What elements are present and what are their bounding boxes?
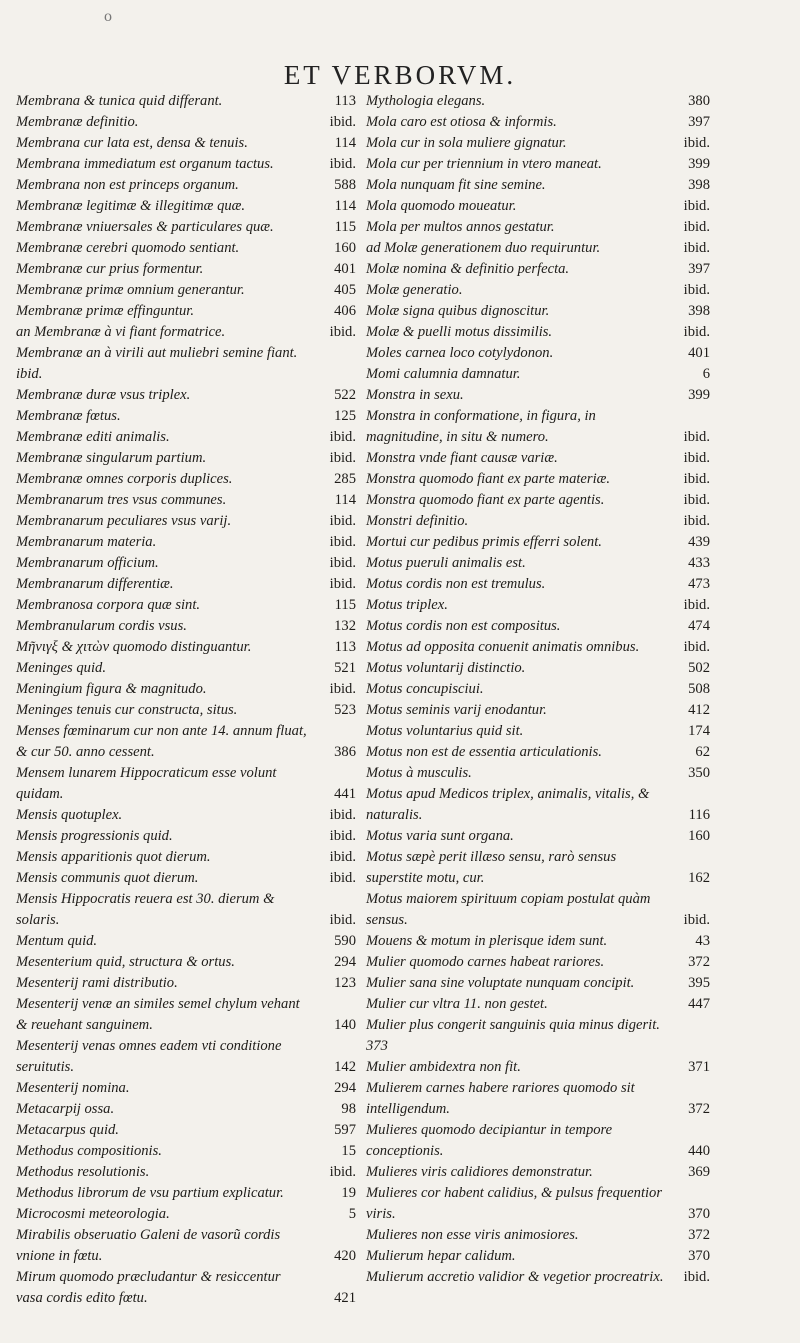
entry-text: Methodus resolutionis.: [16, 1164, 150, 1180]
entry-text: Mesenterij venas omnes eadem vti conditione seruitutis.: [16, 1038, 282, 1075]
entry-page-number: 588: [334, 177, 356, 193]
entry-page-number: 439: [688, 534, 710, 550]
entry-text: Membrana non est princeps organum.: [16, 177, 239, 193]
index-entry: [366, 889, 710, 931]
entry-page-number: 140: [334, 1017, 356, 1033]
index-entry: [366, 238, 710, 259]
entry-page-number: 401: [688, 345, 710, 361]
entry-page-number: ibid.: [683, 471, 710, 487]
entry-page-number: ibid.: [329, 114, 356, 130]
entry-text: Meninges tenuis cur constructa, situs.: [16, 702, 238, 718]
index-entry: [16, 259, 356, 280]
index-entry: [16, 427, 356, 448]
entry-text: Motus maiorem spirituum copiam postulat quàm sensus.: [366, 891, 651, 928]
entry-page-number: 395: [688, 975, 710, 991]
entry-page-number: 285: [334, 471, 356, 487]
entry-page-number: 522: [334, 387, 356, 403]
index-entry: [366, 595, 710, 616]
entry-page-number: ibid.: [329, 555, 356, 571]
entry-page-number: 115: [334, 219, 356, 235]
index-entry: [366, 259, 710, 280]
entry-page-number: 440: [688, 1143, 710, 1159]
entry-text: Mulierum hepar calidum.: [366, 1248, 516, 1264]
entry-page-number: ibid.: [683, 219, 710, 235]
entry-text: ad Molæ generationem duo requiruntur.: [366, 240, 601, 256]
index-entry: [366, 385, 710, 406]
entry-page-number: ibid.: [683, 240, 710, 256]
index-entry: [16, 175, 356, 196]
entry-page-number: 294: [334, 954, 356, 970]
entry-page-number: 372: [688, 954, 710, 970]
entry-page-number: 502: [688, 660, 710, 676]
index-entry: [366, 784, 710, 826]
entry-text: Mulier quomodo carnes habeat rariores.: [366, 954, 605, 970]
entry-page-number: 370: [688, 1248, 710, 1264]
entry-page-number: 114: [334, 198, 356, 214]
entry-text: Methodus compositionis.: [16, 1143, 162, 1159]
entry-text: Motus non est de essentia articulationis.: [366, 744, 602, 760]
entry-page-number: ibid.: [329, 513, 356, 529]
entry-page-number: 433: [688, 555, 710, 571]
entry-page-number: 132: [334, 618, 356, 634]
entry-text: Membranæ fœtus.: [16, 408, 121, 424]
entry-text: Membrana & tunica quid differant.: [16, 93, 223, 109]
index-entry: [16, 994, 356, 1036]
entry-text: Mulierum accretio validior & vegetior procreatrix.: [366, 1269, 664, 1285]
entry-text: Mola per multos annos gestatur.: [366, 219, 555, 235]
entry-text: Mola caro est otiosa & informis.: [366, 114, 557, 130]
entry-page-number: ibid.: [329, 681, 356, 697]
entry-text: Mesenterium quid, structura & ortus.: [16, 954, 235, 970]
entry-page-number: 142: [334, 1059, 356, 1075]
index-entry: [366, 112, 710, 133]
entry-text: Mulierem carnes habere rariores quomodo sit intelligendum.: [366, 1080, 635, 1117]
entry-page-number: 294: [334, 1080, 356, 1096]
entry-text: Molæ nomina & definitio perfecta.: [366, 261, 570, 277]
entry-text: Mythologia elegans.: [366, 93, 486, 109]
index-entry: [16, 196, 356, 217]
index-entry: [16, 574, 356, 595]
entry-page-number: ibid.: [329, 576, 356, 592]
entry-page-number: 174: [688, 723, 710, 739]
index-entry: [16, 343, 356, 385]
index-entry: [16, 931, 356, 952]
index-entry: [16, 763, 356, 805]
index-entry: [366, 364, 710, 385]
entry-page-number: 597: [334, 1122, 356, 1138]
entry-page-number: 114: [334, 135, 356, 151]
entry-page-number: 521: [334, 660, 356, 676]
index-entry: [16, 595, 356, 616]
entry-page-number: ibid.: [683, 429, 710, 445]
entry-text: Mesenterij rami distributio.: [16, 975, 178, 991]
entry-text: Motus varia sunt organa.: [366, 828, 514, 844]
entry-page-number: 369: [688, 1164, 710, 1180]
entry-text: Mensis quotuplex.: [16, 807, 123, 823]
entry-page-number: 590: [334, 933, 356, 949]
entry-text: Monstra in conformatione, in figura, in magnitudine, in situ & numero.: [366, 408, 596, 445]
entry-text: Mulieres non esse viris animosiores.: [366, 1227, 579, 1243]
entry-page-number: 398: [688, 303, 710, 319]
entry-text: Mirabilis obseruatio Galeni de vasorũ cordis vnione in fœtu.: [16, 1227, 281, 1264]
entry-page-number: 473: [688, 576, 710, 592]
entry-page-number: 397: [688, 261, 710, 277]
entry-text: Motus cordis non est tremulus.: [366, 576, 546, 592]
entry-text: Molæ generatio.: [366, 282, 463, 298]
index-entry: [16, 1078, 356, 1099]
entry-text: Momi calumnia damnatur.: [366, 366, 521, 382]
entry-page-number: ibid.: [683, 912, 710, 928]
entry-page-number: 508: [688, 681, 710, 697]
index-entry: [366, 469, 710, 490]
entry-text: Mensem lunarem Hippocraticum esse volunt quidam.: [16, 765, 277, 802]
entry-page-number: 125: [334, 408, 356, 424]
index-entry: [366, 490, 710, 511]
entry-page-number: 160: [334, 240, 356, 256]
entry-text: Mola cur per triennium in vtero maneat.: [366, 156, 602, 172]
index-entry: [16, 826, 356, 847]
index-entry: [16, 1204, 356, 1225]
index-entry: [16, 112, 356, 133]
index-entry: [366, 1246, 710, 1267]
corner-mark: o: [104, 8, 112, 25]
entry-text: Mulieres cor habent calidius, & pulsus frequentior viris.: [366, 1185, 663, 1222]
entry-page-number: 401: [334, 261, 356, 277]
index-entry: [366, 217, 710, 238]
index-entry: [366, 1015, 710, 1057]
entry-text: Motus apud Medicos triplex, animalis, vitalis, & naturalis.: [366, 786, 650, 823]
entry-text: Mulieres viris calidiores demonstratur.: [366, 1164, 593, 1180]
entry-page-number: 350: [688, 765, 710, 781]
entry-page-number: ibid.: [683, 135, 710, 151]
entry-text: Mesenterij nomina.: [16, 1080, 130, 1096]
index-entry: [366, 1057, 710, 1078]
entry-text: Motus ad opposita conuenit animatis omnibus.: [366, 639, 640, 655]
entry-text: Meningium figura & magnitudo.: [16, 681, 207, 697]
index-entry: [366, 91, 710, 112]
index-entry: [16, 805, 356, 826]
index-entry: [366, 847, 710, 889]
entry-text: Motus voluntarij distinctio.: [366, 660, 526, 676]
entry-page-number: 43: [695, 933, 710, 949]
entry-text: Motus triplex.: [366, 597, 448, 613]
index-entry: [16, 469, 356, 490]
index-entry: [16, 658, 356, 679]
entry-text: Mola quomodo moueatur.: [366, 198, 517, 214]
entry-text: Mesenterij venæ an similes semel chylum vehant & reuehant sanguinem.: [16, 996, 300, 1033]
index-entry: [16, 217, 356, 238]
entry-page-number: ibid.: [683, 597, 710, 613]
index-entry: [366, 658, 710, 679]
index-entry: [16, 1120, 356, 1141]
index-entry: [16, 490, 356, 511]
entry-text: Methodus librorum de vsu partium explicatur.: [16, 1185, 284, 1201]
index-entry: [366, 1162, 710, 1183]
entry-text: Mola cur in sola muliere gignatur.: [366, 135, 567, 151]
entry-text: Mola nunquam fit sine semine.: [366, 177, 546, 193]
index-entry: [366, 448, 710, 469]
entry-page-number: ibid.: [683, 198, 710, 214]
entry-text: Mulier sana sine voluptate nunquam concipit.: [366, 975, 635, 991]
index-entry: [16, 91, 356, 112]
left-column: [16, 91, 356, 1309]
entry-page-number: ibid.: [329, 534, 356, 550]
entry-text: Motus seminis varij enodantur.: [366, 702, 547, 718]
entry-page-number: 441: [334, 786, 356, 802]
entry-page-number: 398: [688, 177, 710, 193]
entry-page-number: 371: [688, 1059, 710, 1075]
entry-text: Membranosa corpora quæ sint.: [16, 597, 201, 613]
entry-text: Mulier plus congerit sanguinis quia minus digerit. 373: [366, 1017, 660, 1054]
entry-page-number: 162: [688, 870, 710, 886]
entry-text: Mouens & motum in plerisque idem sunt.: [366, 933, 608, 949]
index-entry: [16, 280, 356, 301]
entry-page-number: 412: [688, 702, 710, 718]
index-entry: [16, 952, 356, 973]
index-entry: [366, 721, 710, 742]
entry-text: Membranæ omnes corporis duplices.: [16, 471, 233, 487]
entry-text: Monstri definitio.: [366, 513, 469, 529]
entry-page-number: 115: [334, 597, 356, 613]
right-column: [366, 91, 710, 1288]
index-entry: [366, 511, 710, 532]
entry-page-number: 6: [702, 366, 710, 382]
index-entry: [16, 1162, 356, 1183]
entry-text: Membrana immediatum est organum tactus.: [16, 156, 274, 172]
entry-text: Motus concupisciui.: [366, 681, 484, 697]
entry-page-number: ibid.: [329, 849, 356, 865]
entry-text: Moles carnea loco cotylydonon.: [366, 345, 554, 361]
entry-text: Membranæ editi animalis.: [16, 429, 170, 445]
entry-page-number: ibid.: [683, 450, 710, 466]
entry-page-number: 420: [334, 1248, 356, 1264]
entry-text: Monstra vnde fiant causæ variæ.: [366, 450, 558, 466]
index-entry: [16, 133, 356, 154]
entry-text: Motus sæpè perit illæso sensu, rarò sensus superstite motu, cur.: [366, 849, 617, 886]
index-entry: [16, 616, 356, 637]
entry-text: Molæ & puelli motus dissimilis.: [366, 324, 553, 340]
entry-text: Membranularum cordis vsus.: [16, 618, 187, 634]
entry-page-number: 113: [334, 93, 356, 109]
entry-text: Membranarum differentiæ.: [16, 576, 174, 592]
entry-text: Membranæ singularum partium.: [16, 450, 207, 466]
index-entry: [366, 301, 710, 322]
index-entry: [16, 322, 356, 343]
index-entry: [366, 994, 710, 1015]
entry-page-number: 123: [334, 975, 356, 991]
entry-text: Membranæ legitimæ & illegitimæ quæ.: [16, 198, 246, 214]
index-entry: [16, 1183, 356, 1204]
entry-text: Mensis Hippocratis reuera est 30. dierum & solaris.: [16, 891, 275, 928]
index-entry: [16, 1036, 356, 1078]
entry-page-number: 372: [688, 1227, 710, 1243]
index-entry: [366, 1183, 710, 1225]
entry-page-number: 113: [334, 639, 356, 655]
index-entry: [16, 1267, 356, 1309]
index-entry: [366, 700, 710, 721]
index-entry: [366, 637, 710, 658]
entry-text: Metacarpij ossa.: [16, 1101, 115, 1117]
index-entry: [366, 1078, 710, 1120]
entry-page-number: 372: [688, 1101, 710, 1117]
index-entry: [366, 322, 710, 343]
entry-text: Membranæ vniuersales & particulares quæ.: [16, 219, 274, 235]
entry-text: Monstra in sexu.: [366, 387, 464, 403]
entry-page-number: 523: [334, 702, 356, 718]
index-entry: [366, 133, 710, 154]
entry-page-number: ibid.: [329, 1164, 356, 1180]
index-entry: [16, 238, 356, 259]
index-entry: [16, 385, 356, 406]
index-entry: [366, 763, 710, 784]
entry-page-number: 406: [334, 303, 356, 319]
entry-page-number: ibid.: [329, 912, 356, 928]
index-entry: [366, 343, 710, 364]
entry-page-number: 399: [688, 156, 710, 172]
index-entry: [366, 952, 710, 973]
entry-page-number: ibid.: [329, 828, 356, 844]
entry-page-number: 380: [688, 93, 710, 109]
entry-page-number: 62: [695, 744, 710, 760]
entry-page-number: ibid.: [683, 282, 710, 298]
entry-text: Membranæ cur prius formentur.: [16, 261, 204, 277]
index-entry: [366, 532, 710, 553]
entry-text: Μῆνιγξ & χιτὼν quomodo distinguantur.: [16, 639, 252, 655]
entry-text: Motus voluntarius quid sit.: [366, 723, 524, 739]
index-entry: [366, 1120, 710, 1162]
index-entry: [16, 637, 356, 658]
entry-page-number: 15: [341, 1143, 356, 1159]
entry-text: Membranarum peculiares vsus varij.: [16, 513, 232, 529]
entry-page-number: ibid.: [329, 870, 356, 886]
entry-page-number: 98: [341, 1101, 356, 1117]
entry-text: Membranæ an à virili aut muliebri semine fiant. ibid.: [16, 345, 298, 382]
entry-text: an Membranæ à vi fiant formatrice.: [16, 324, 226, 340]
running-header: ET VERBORVM.: [283, 60, 517, 90]
index-entry: [366, 616, 710, 637]
index-entry: [366, 1225, 710, 1246]
entry-text: Mulier cur vltra 11. non gestet.: [366, 996, 548, 1012]
index-entry: [16, 301, 356, 322]
entry-page-number: ibid.: [683, 1269, 710, 1285]
index-entry: [16, 154, 356, 175]
entry-page-number: 399: [688, 387, 710, 403]
entry-text: Metacarpus quid.: [16, 1122, 119, 1138]
entry-text: Membranarum tres vsus communes.: [16, 492, 227, 508]
index-entry: [16, 973, 356, 994]
index-entry: [366, 154, 710, 175]
entry-text: Membranæ duræ vsus triplex.: [16, 387, 191, 403]
index-entry: [16, 847, 356, 868]
index-entry: [16, 448, 356, 469]
index-entry: [16, 1099, 356, 1120]
index-entry: [366, 931, 710, 952]
entry-text: Mensis apparitionis quot dierum.: [16, 849, 211, 865]
index-entry: [16, 721, 356, 763]
entry-text: Mensis communis quot dierum.: [16, 870, 199, 886]
entry-text: Mortui cur pedibus primis efferri solent.: [366, 534, 602, 550]
entry-text: Motus cordis non est compositus.: [366, 618, 561, 634]
index-entry: [366, 742, 710, 763]
entry-page-number: 160: [688, 828, 710, 844]
entry-text: Menses fœminarum cur non ante 14. annum fluat, & cur 50. anno cessent.: [16, 723, 307, 760]
entry-text: Membranæ cerebri quomodo sentiant.: [16, 240, 240, 256]
entry-page-number: 370: [688, 1206, 710, 1222]
index-entry: [16, 868, 356, 889]
entry-page-number: 19: [341, 1185, 356, 1201]
entry-page-number: ibid.: [683, 324, 710, 340]
index-entry: [366, 553, 710, 574]
entry-text: Mulier ambidextra non fit.: [366, 1059, 521, 1075]
entry-text: Mulieres quomodo decipiantur in tempore conceptionis.: [366, 1122, 613, 1159]
index-entry: [366, 280, 710, 301]
entry-text: Motus pueruli animalis est.: [366, 555, 526, 571]
index-entry: [366, 973, 710, 994]
entry-text: Mentum quid.: [16, 933, 98, 949]
entry-text: Meninges quid.: [16, 660, 106, 676]
entry-page-number: ibid.: [683, 513, 710, 529]
index-entry: [366, 406, 710, 448]
index-entry: [16, 1225, 356, 1267]
entry-page-number: 116: [688, 807, 710, 823]
entry-text: Microcosmi meteorologia.: [16, 1206, 170, 1222]
index-entry: [366, 679, 710, 700]
entry-page-number: ibid.: [329, 429, 356, 445]
entry-page-number: 405: [334, 282, 356, 298]
entry-text: Membrana cur lata est, densa & tenuis.: [16, 135, 248, 151]
entry-text: Molæ signa quibus dignoscitur.: [366, 303, 550, 319]
index-entry: [16, 532, 356, 553]
index-entry: [366, 1267, 710, 1288]
index-entry: [16, 679, 356, 700]
entry-text: Monstra quomodo fiant ex parte agentis.: [366, 492, 605, 508]
entry-page-number: ibid.: [329, 450, 356, 466]
entry-page-number: 114: [334, 492, 356, 508]
entry-text: Membranarum officium.: [16, 555, 159, 571]
entry-page-number: 386: [334, 744, 356, 760]
entry-page-number: 474: [688, 618, 710, 634]
entry-text: Membranæ definitio.: [16, 114, 139, 130]
index-entry: [366, 196, 710, 217]
index-entry: [16, 406, 356, 427]
entry-text: Monstra quomodo fiant ex parte materiæ.: [366, 471, 611, 487]
entry-page-number: ibid.: [683, 639, 710, 655]
entry-text: Membranarum materia.: [16, 534, 157, 550]
index-entry: [366, 826, 710, 847]
entry-text: Mirum quomodo præcludantur & resiccentur vasa cordis edito fœtu.: [16, 1269, 281, 1306]
entry-page-number: ibid.: [329, 807, 356, 823]
index-entry: [16, 1141, 356, 1162]
entry-text: Membranæ primæ omnium generantur.: [16, 282, 245, 298]
entry-page-number: ibid.: [329, 324, 356, 340]
index-entry: [366, 175, 710, 196]
entry-page-number: ibid.: [683, 492, 710, 508]
entry-page-number: ibid.: [329, 156, 356, 172]
entry-page-number: 397: [688, 114, 710, 130]
entry-text: Motus à musculis.: [366, 765, 472, 781]
entry-page-number: 447: [688, 996, 710, 1012]
entry-page-number: 5: [348, 1206, 356, 1222]
index-entry: [16, 700, 356, 721]
entry-text: Mensis progressionis quid.: [16, 828, 173, 844]
entry-text: Membranæ primæ effinguntur.: [16, 303, 194, 319]
entry-page-number: 421: [334, 1290, 356, 1306]
index-entry: [16, 511, 356, 532]
index-entry: [16, 889, 356, 931]
index-entry: [366, 574, 710, 595]
index-entry: [16, 553, 356, 574]
